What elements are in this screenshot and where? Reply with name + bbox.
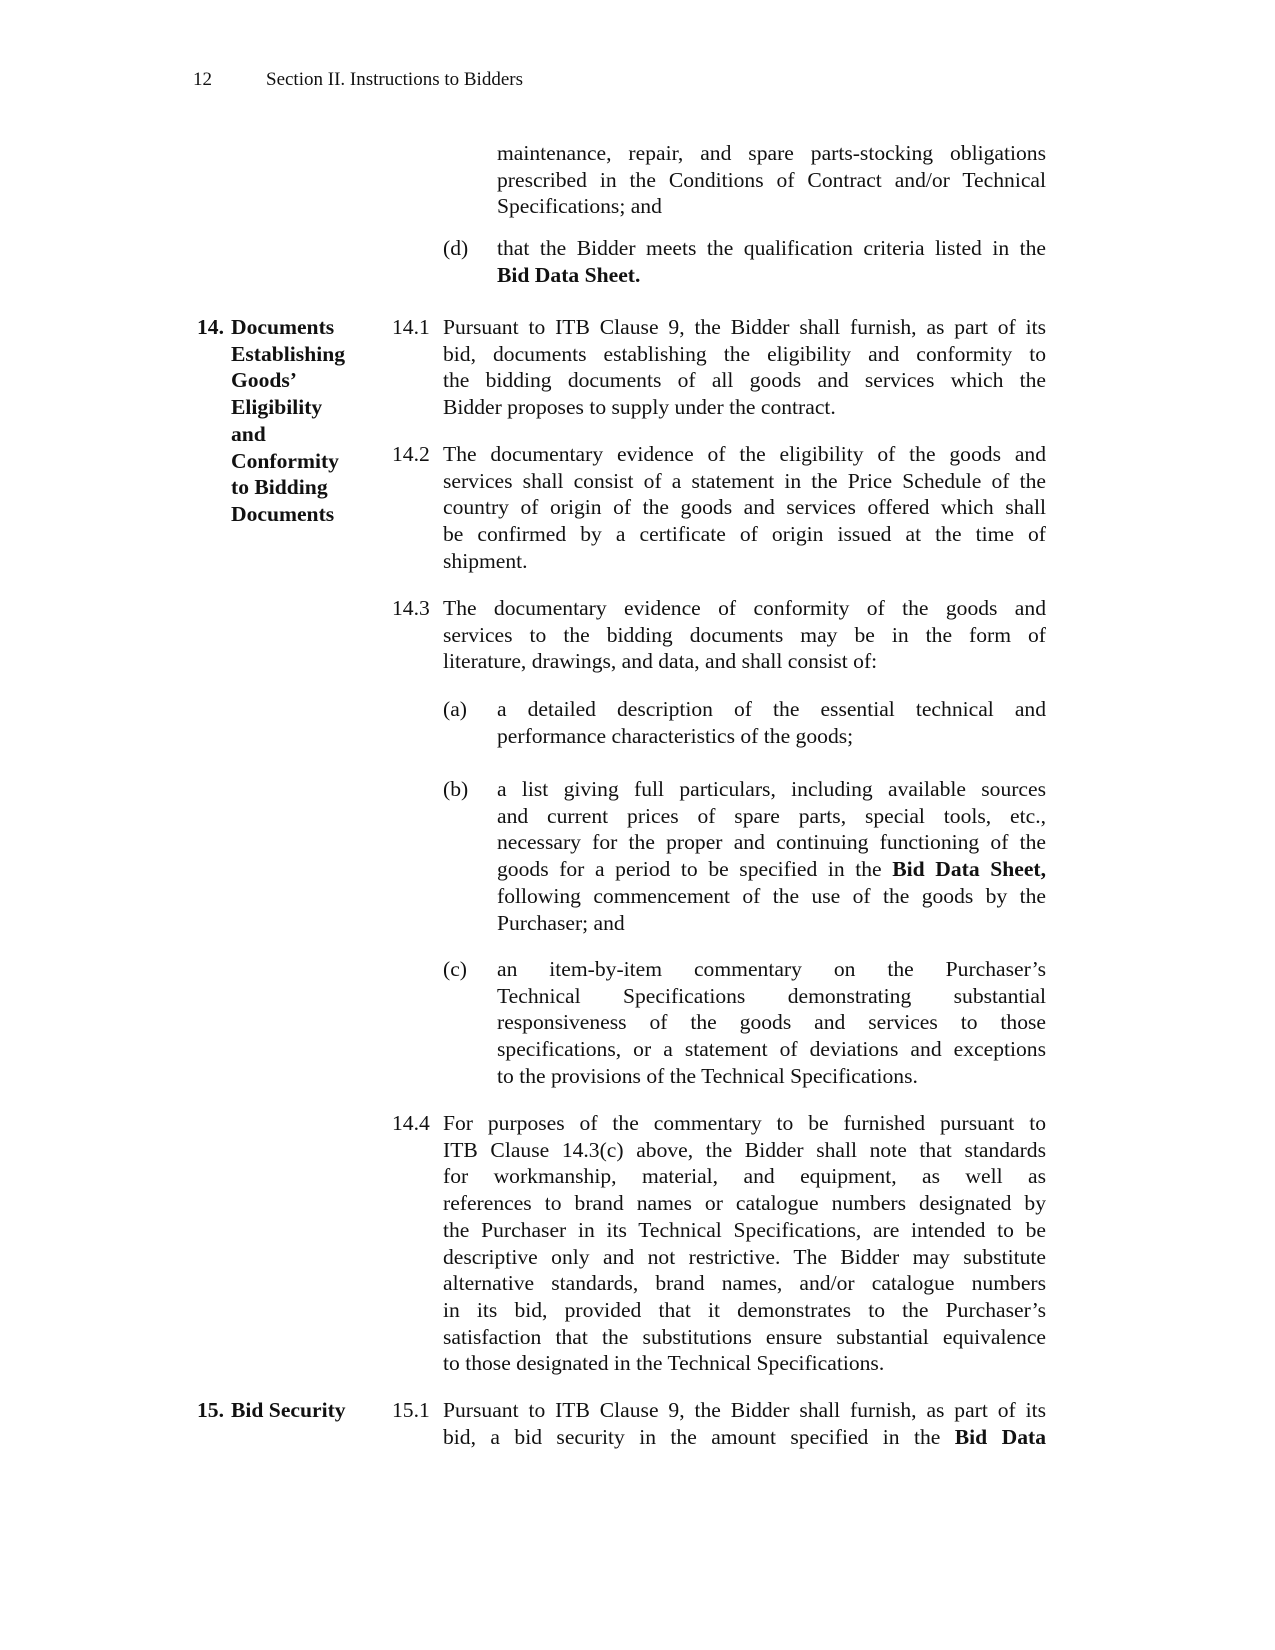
text-fragment: goods for a period to be specified in the	[497, 857, 893, 882]
text-line: Specifications; and	[497, 194, 662, 219]
running-header-title: Section II. Instructions to Bidders	[266, 69, 523, 90]
text-line: services to the bidding documents may be in the form of	[443, 622, 1046, 647]
text-line: Technical Specifications demonstrating substantial	[497, 983, 1046, 1008]
heading-line: Documents	[231, 315, 335, 339]
item-a-text	[497, 696, 1046, 749]
text-line: country of origin of the goods and services offered which shall	[443, 495, 1046, 520]
heading-line: Bid Security	[231, 1398, 346, 1422]
text-line: prescribed in the Conditions of Contract and/or Technical	[497, 167, 1046, 192]
text-line: The documentary evidence of the eligibility of the goods and	[443, 442, 1046, 466]
text-line: shipment.	[443, 548, 528, 573]
text-line: maintenance, repair, and spare parts-stocking obligations	[497, 141, 1046, 165]
text-line: a list giving full particulars, including available sources	[497, 777, 1046, 801]
text-line	[497, 262, 1046, 289]
heading-line: Establishing	[231, 341, 346, 366]
text-line: Purchaser; and	[497, 910, 625, 935]
text-line: Bidder proposes to supply under the contract.	[443, 395, 836, 420]
text-line	[497, 856, 1046, 883]
text-fragment: bid, a bid security in the amount specified in the	[443, 1424, 955, 1449]
item-label-a: (a)	[443, 697, 467, 721]
text-line: services shall consist of a statement in the Price Schedule of the	[443, 468, 1046, 493]
item-d-text	[497, 235, 1046, 288]
text-line: descriptive only and not restrictive. The Bidder may substitute	[443, 1244, 1046, 1269]
text-line: for workmanship, material, and equipment, as well as	[443, 1164, 1046, 1189]
text-line: For purposes of the commentary to be furnished pursuant to	[443, 1111, 1046, 1135]
paragraph-number: 14.2	[392, 442, 430, 466]
text-line: literature, drawings, and data, and shall consist of:	[443, 649, 878, 674]
text-line: an item-by-item commentary on the Purchaser’s	[497, 957, 1046, 981]
text-line: bid, documents establishing the eligibility and conformity to	[443, 341, 1046, 366]
paragraph-number: 14.1	[392, 315, 430, 339]
paragraph-14-4	[443, 1110, 1046, 1377]
text-line: in its bid, provided that it demonstrates to the Purchaser’s	[443, 1297, 1046, 1322]
item-label-d: (d)	[443, 236, 469, 260]
page-number: 12	[193, 69, 212, 90]
text-line: and current prices of spare parts, special tools, etc.,	[497, 803, 1046, 828]
text-line: following commencement of the use of the goods by the	[497, 883, 1046, 908]
clause-number: 15.	[197, 1398, 224, 1422]
item-label-b: (b)	[443, 777, 469, 801]
text-line: responsiveness of the goods and services to those	[497, 1010, 1046, 1035]
text-line: to those designated in the Technical Specifications.	[443, 1351, 885, 1376]
continued-item-c	[497, 140, 1046, 220]
text-line: necessary for the proper and continuing functioning of the	[497, 830, 1046, 855]
paragraph-number: 15.1	[392, 1398, 430, 1422]
text-line: specifications, or a statement of deviations and exceptions	[497, 1037, 1046, 1062]
paragraph-14-2	[443, 441, 1046, 575]
text-line: Pursuant to ITB Clause 9, the Bidder shall furnish, as part of its	[443, 315, 1046, 339]
text-line: references to brand names or catalogue numbers designated by	[443, 1191, 1046, 1216]
text-line: that the Bidder meets the qualification criteria listed in the	[497, 236, 1046, 260]
clause-number: 14.	[197, 315, 224, 339]
text-line: be confirmed by a certificate of origin issued at the time of	[443, 522, 1046, 547]
paragraph-14-1	[443, 314, 1046, 421]
text-line: satisfaction that the substitutions ensure substantial equivalence	[443, 1324, 1046, 1349]
heading-line: to Bidding	[231, 475, 328, 500]
paragraph-14-3	[443, 595, 1046, 675]
text-line	[443, 1424, 1046, 1451]
bid-data-sheet-reference: Bid Data Sheet,	[892, 857, 1046, 882]
item-b-text	[497, 776, 1046, 936]
heading-line: Conformity	[231, 448, 339, 473]
text-line: performance characteristics of the goods;	[497, 723, 854, 748]
text-line: Pursuant to ITB Clause 9, the Bidder shall furnish, as part of its	[443, 1398, 1046, 1422]
paragraph-number: 14.4	[392, 1111, 430, 1135]
heading-line: Eligibility	[231, 395, 323, 420]
paragraph-number: 14.3	[392, 596, 430, 620]
heading-line: Documents	[231, 501, 335, 526]
text-line: the Purchaser in its Technical Specifications, are intended to be	[443, 1217, 1046, 1242]
bid-data-reference: Bid Data	[954, 1424, 1046, 1449]
heading-line: Goods’	[231, 368, 297, 393]
text-line: ITB Clause 14.3(c) above, the Bidder shall note that standards	[443, 1137, 1046, 1162]
text-line: The documentary evidence of conformity of the goods and	[443, 596, 1046, 620]
heading-line: and	[231, 421, 266, 446]
item-label-c: (c)	[443, 957, 467, 981]
text-line: alternative standards, brand names, and/or catalogue numbers	[443, 1271, 1046, 1296]
item-c-text	[497, 956, 1046, 1090]
text-line: the bidding documents of all goods and services which the	[443, 368, 1046, 393]
paragraph-15-1	[443, 1397, 1046, 1450]
bid-data-sheet-reference: Bid Data Sheet.	[497, 262, 641, 287]
text-line: to the provisions of the Technical Specifications.	[497, 1063, 918, 1088]
text-line: a detailed description of the essential technical and	[497, 697, 1046, 721]
